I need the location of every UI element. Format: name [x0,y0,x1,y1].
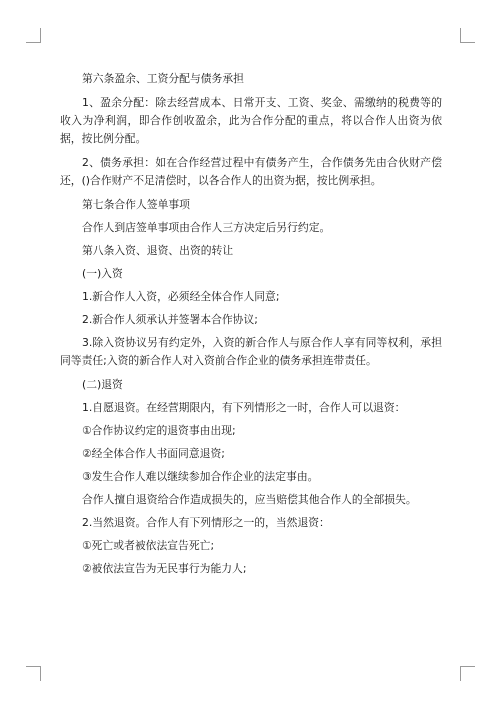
article-7-heading: 第七条合作人签单事项 [82,198,190,211]
voluntary-withdrawal-item-3: ③发生合作人难以继续参加合作企业的法定事由。 [82,470,319,483]
capital-entry-item-3: 3.除入资协议另有约定外，入资的新合作人与原合作人享有同等权利，承担同等责任;入资的新合作人对入资前合作企业的债务承担连带责任。 [60,336,442,367]
crop-mark-top-right [460,28,475,43]
crop-mark-bottom-right [460,666,475,681]
automatic-withdrawal-item-2: ②被依法宣告为无民事行为能力人; [82,562,247,575]
capital-entry-item-2: 2.新合作人须承认并签署本合作协议; [82,313,258,326]
article-6-heading: 第六条盈余、工资分配与债务承担 [82,72,244,85]
document-body [60,70,442,583]
article-8-heading: 第八条入资、退资、出资的转让 [82,244,234,257]
voluntary-withdrawal-clause: 1.自愿退资。在经营期限内，有下列情形之一时，合作人可以退资： [82,401,406,414]
crop-mark-top-left [26,28,41,43]
capital-entry-heading: (一)入资 [82,267,123,280]
capital-withdrawal-heading: (二)退资 [82,378,123,391]
unauthorized-withdrawal-clause: 合作人擅自退资给合作造成损失的，应当赔偿其他合作人的全部损失。 [82,493,417,506]
capital-entry-item-1: 1.新合作人入资，必须经全体合作人同意; [82,290,280,303]
automatic-withdrawal-item-1: ①死亡或者被依法宣告死亡; [82,539,215,552]
crop-mark-bottom-left [26,666,41,681]
voluntary-withdrawal-item-2: ②经全体合作人书面同意退资; [82,447,225,460]
profit-distribution-clause: 1、盈余分配：除去经营成本、日常开支、工资、奖金、需缴纳的税费等的收入为净利润，即合作创收盈余，此为合作分配的重点，将以合作人出资为依据，按比例分配。 [60,96,442,145]
voluntary-withdrawal-item-1: ①合作协议约定的退资事由出现; [82,424,236,437]
signing-matters-clause: 合作人到店签单事项由合作人三方决定后另行约定。 [82,221,331,234]
debt-bearing-clause: 2、债务承担：如在合作经营过程中有债务产生，合作债务先由合伙财产偿还，()合作财产不足清偿时，以各合作人的出资为据，按比例承担。 [60,156,442,187]
automatic-withdrawal-clause: 2.当然退资。合作人有下列情形之一的，当然退资： [82,516,330,529]
